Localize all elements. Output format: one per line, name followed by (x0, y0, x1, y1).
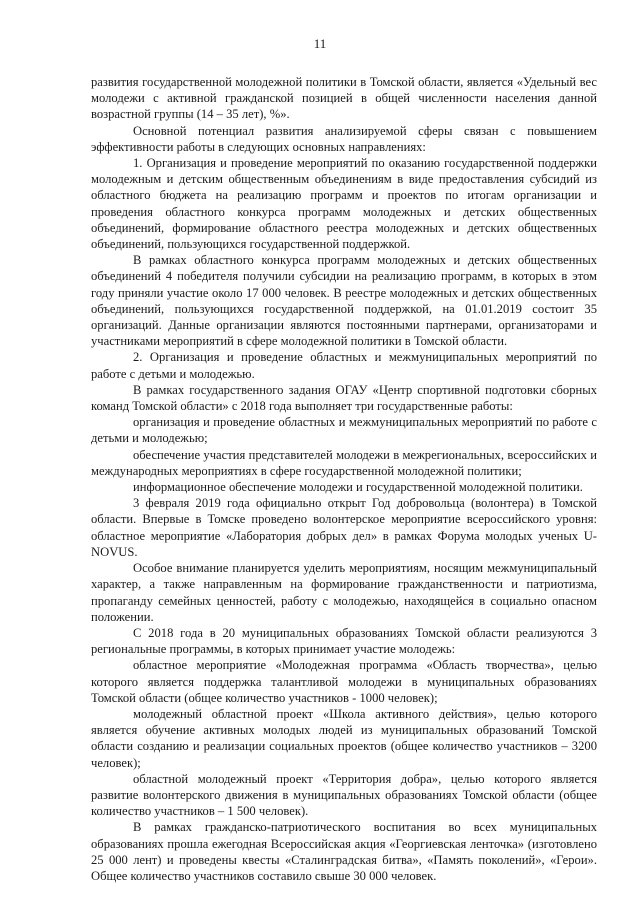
paragraph-regional-programs: С 2018 года в 20 муниципальных образованиях Томской области реализуются 3 региональные программы, в которых принимает участие молодежь: (91, 625, 597, 657)
list-item-work-1: организация и проведение областных и межмуниципальных мероприятий по работе с детьми и молодежью; (91, 415, 597, 446)
document-body (91, 74, 597, 884)
paragraph-direction-1: 1. Организация и проведение мероприятий по оказанию государственной поддержки молодежным и детским общественным объединениям в виде предоставления субсидий из областного бюджета на реализацию программ и проектов по итогам организации и проведения областного конкурса программ молодежных и детских общественных объединений, формирование областного реестра молодежных и детских общественных объединений, пользующихся государственной поддержкой. (91, 156, 597, 252)
list-item-program-2: молодежный областной проект «Школа активного действия», целью которого является обучение активных молодых людей из муниципальных образований Томской области созданию и реализации социальных проектов (общее количество участников – 3200 человек); (91, 706, 597, 770)
paragraph-state-assignment: В рамках государственного задания ОГАУ «Центр спортивной подготовки сборных команд Томской области» с 2018 года выполняет три государственные работы: (91, 382, 597, 414)
list-item-work-3: информационное обеспечение молодежи и государственной молодежной политики. (133, 480, 583, 495)
paragraph-special-attention: Особое внимание планируется уделить мероприятиям, носящим межмуниципальный характер, а также направленным на формирование гражданственности и патриотизма, пропаганду семейных ценностей, работу с молодежью, находящейся в социально опасном положении. (91, 561, 597, 624)
list-item-program-1: областное мероприятие «Молодежная программа «Область творчества», целью которого является поддержка талантливой молодежи в муниципальных образованиях Томской области (общее количество участников - 1000 человек); (91, 658, 597, 705)
paragraph-volunteer-year: 3 февраля 2019 года официально открыт Год добровольца (волонтера) в Томской области. Впервые в Томске проведено волонтерское мероприятие всероссийского уровня: областное мероприятие «Лаборатория добрых дел» в рамках Форума молодых ученых U-NOVUS. (91, 496, 597, 559)
paragraph-patriotic-education: В рамках гражданско-патриотического воспитания во всех муниципальных образованиях прошла ежегодная Всероссийская акция «Георгиевская ленточка» (изготовлено 25 000 лент) и проведены квесты «Сталинградская битва», «Память поколений», «Герои». Общее количество участников составило свыше 30 000 человек. (91, 820, 597, 883)
paragraph-direction-2: 2. Организация и проведение областных и межмуниципальных мероприятий по работе с детьми и молодежью. (91, 350, 597, 381)
paragraph-continuation: развития государственной молодежной политики в Томской области, является «Удельный вес молодежи с активной гражданской позицией в общей численности населения данной возрастной группы (14 – 35 лет), %». (91, 75, 597, 122)
list-item-work-2: обеспечение участия представителей молодежи в межрегиональных, всероссийских и международных мероприятиях в сфере государственной молодежной политики; (91, 447, 597, 478)
paragraph-contest-results: В рамках областного конкурса программ молодежных и детских общественных объединений 4 победителя получили субсидии на реализацию программ, в которых в этом году приняли участие около 17 000 человек. В реестре молодежных и детских общественных объединений, пользующихся государственной поддержкой, на 01.01.2019 состоит 35 организаций. Данные организации являются постоянными партнерами, организаторами и участниками мероприятий в сфере молодежной политики в Томской области. (91, 253, 597, 349)
page-number: 11 (313, 36, 327, 51)
list-item-program-3: областной молодежный проект «Территория добра», целью которого является развитие волонтерского движения в муниципальных образованиях Томской области (общее количество участников – 1 500 человек). (91, 771, 597, 819)
paragraph-potential-intro: Основной потенциал развития анализируемой сферы связан с повышением эффективности работы в следующих основных направлениях: (91, 123, 597, 154)
